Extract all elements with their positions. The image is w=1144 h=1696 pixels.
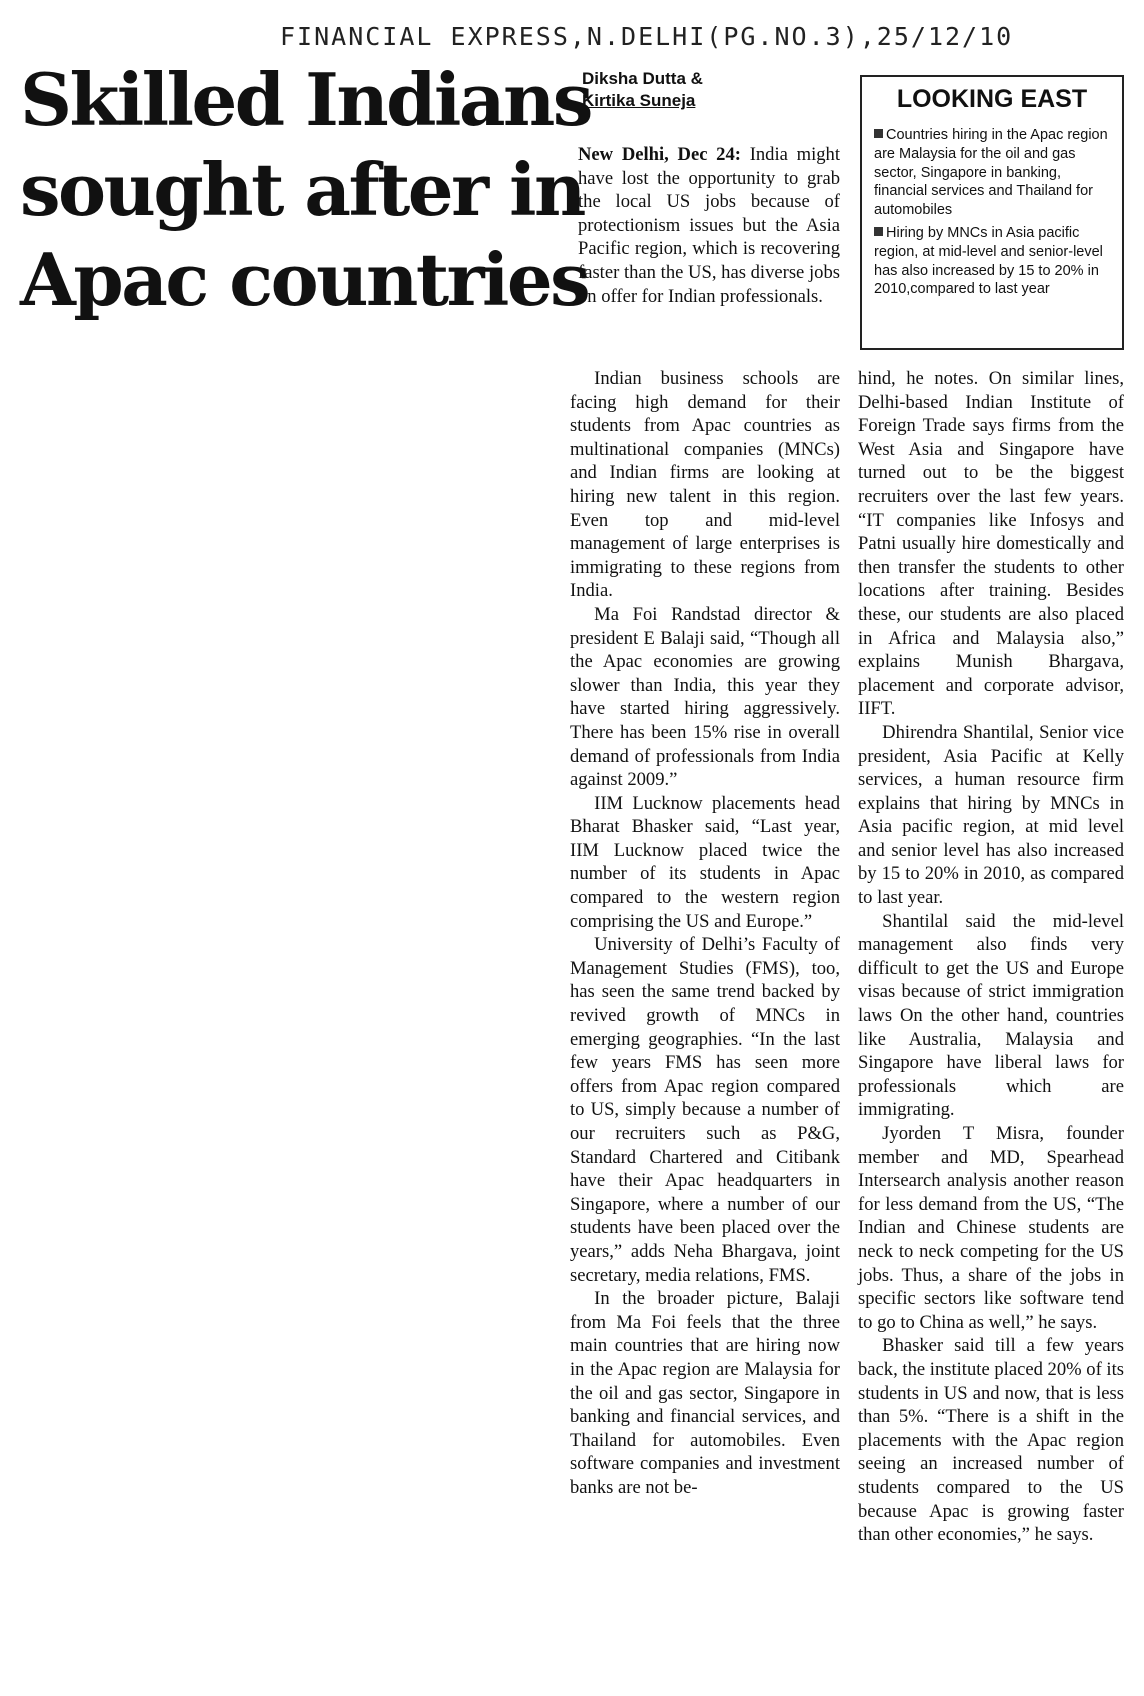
headline-line: sought after in xyxy=(20,147,584,232)
dateline: New Delhi, Dec 24: xyxy=(578,144,741,165)
sidebar-item-text: Hiring by MNCs in Asia pacific region, at mid-level and senior-level has also increased by 15 to 20% in 2010,compared to last year xyxy=(874,224,1103,298)
sidebar-item xyxy=(874,126,1110,220)
lead-text: India might have lost the opportunity to grab the local US jobs because of protectionism issues but the Asia Pacific region, which is recovering faster than the US, has diverse jobs on offer for Indian professionals. xyxy=(578,144,840,307)
headline-line: Skilled Indians xyxy=(20,57,591,142)
article-paragraph: IIM Lucknow placements head Bharat Bhasker said, “Last year, IIM Lucknow placed twice the number of its students in Apac compared to the western region comprising the US and Europe.” xyxy=(570,792,840,932)
article-column-1 xyxy=(578,143,840,308)
square-bullet-icon xyxy=(874,129,883,138)
byline-author: Diksha Dutta & xyxy=(582,69,703,88)
article-paragraph: Indian business schools are facing high demand for their students from Apac countries as multinational companies (MNCs) and Indian firms are looking at hiring new talent in this region. Even top and mid-level management of large enterprises is immigrating to these regions from India. xyxy=(570,368,840,602)
sidebar-item-text: Countries hiring in the Apac region are Malaysia for the oil and gas sector, Singapore in banking, financial services and Thailand for automobiles xyxy=(874,127,1108,219)
article-paragraph: Ma Foi Randstad director & president E Balaji said, “Though all the Apac economies are growing slower than India, this year they have started hiring aggressively. There has been 15% rise in overall demand of professionals from India against 2009.” xyxy=(570,603,840,791)
article-paragraph: University of Delhi’s Faculty of Management Studies (FMS), too, has seen the same trend backed by revived growth of MNCs in emerging geographies. “In the last few years FMS has seen more offers from Apac region compared to US, simply because a number of our recruiters such as P&G, Standard Chartered and Citibank have their Apac headquarters in Singapore, where a number of our students have been placed over the years,” adds Neha Bhargava, joint secretary, media relations, FMS. xyxy=(570,934,840,1286)
article-lead-paragraph xyxy=(578,143,840,308)
source-line: FINANCIAL EXPRESS,N.DELHI(PG.NO.3),25/12/10 xyxy=(280,22,1014,51)
article-column-2 xyxy=(570,367,840,1500)
headline xyxy=(20,55,591,325)
sidebar-title: LOOKING EAST xyxy=(896,85,1088,113)
article-paragraph: Dhirendra Shantilal, Senior vice president, Asia Pacific at Kelly services, a human resource firm explains that hiring by MNCs in Asia pacific region, at mid level and senior level has also increased by 15 to 20% in 2010, as compared to last year. xyxy=(858,721,1124,909)
article-paragraph: hind, he notes. On similar lines, Delhi-based Indian Institute of Foreign Trade says firms from the West Asia and Singapore have turned out to be the biggest recruiters over the last few years. “IT companies like Infosys and Patni usually hire domestically and then transfer the students to other locations after training. Besides these, our students are also placed in Africa and Malaysia also,” explains Munish Bhargava, placement and corporate advisor, IIFT. xyxy=(858,368,1124,720)
article-column-3 xyxy=(858,367,1124,1547)
looking-east-box xyxy=(860,75,1124,350)
article-paragraph: Shantilal said the mid-level management also finds very difficult to get the US and Europe visas because of strict immigration laws On the other hand, countries like Australia, Malaysia and Singapore have liberal laws for professionals which are immigrating. xyxy=(858,910,1124,1121)
article-paragraph: Jyorden T Misra, founder member and MD, Spearhead Intersearch analysis another reason for less demand from the US, “The Indian and Chinese students are neck to neck competing for the US jobs. Thus, a share of the jobs in specific sectors like software tend to go to China as well,” he says. xyxy=(858,1123,1124,1333)
byline xyxy=(582,68,782,112)
byline-author: Kirtika Suneja xyxy=(582,91,696,110)
square-bullet-icon xyxy=(874,227,883,236)
sidebar-item xyxy=(874,224,1110,299)
headline-line: Apac countries xyxy=(20,237,589,322)
article-paragraph: Bhasker said till a few years back, the institute placed 20% of its students in US and now, that is less than 5%. “There is a shift in the placements with the Apac region seeing an increased number of students compared to the US because Apac is growing faster than other economies,” he says. xyxy=(858,1335,1124,1546)
article-paragraph: In the broader picture, Balaji from Ma Foi feels that the three main countries that are hiring now in the Apac region are Malaysia for the oil and gas sector, Singapore in banking and financial services, and Thailand for automobiles. Even software companies and investment banks are not be- xyxy=(570,1288,840,1498)
